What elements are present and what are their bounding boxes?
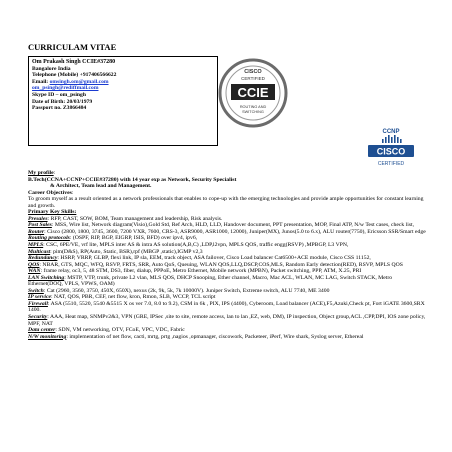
skill-text: : ASA (5510, 5520, 5540 &5515 X os ver 7.0, 8.0 to 9.2), CSM in 6k , PIX, IPS (4400), Cyberoom, Load balancer (ACE),F5,Azuki,Check pt, Fort iGATE 3600,SRX 1400. [28,300,425,314]
skill-text: : CSC, 6PE/VE, vrf lite, MPLS inter AS & intra AS solution(A,B,C) ,LDP,l2vpn, MPLS QOS, traffic engg(RSVP) ,MPBGP, L3 VPN, [43,242,349,249]
contact-box [28,56,218,146]
skill-label: MPLS [28,242,44,249]
skill-item [28,275,428,288]
ccie-logo-icon [218,56,288,130]
skill-label: Router [28,228,45,235]
skills-list [28,216,428,340]
profile-label: My profile [28,170,54,176]
document-title: CURRICULAM VITAE [28,42,117,52]
skill-label: Security [28,314,48,321]
phone: Telephone (Mobile) +917406566622 [32,72,117,79]
email-label: Email: [32,78,50,85]
skill-text: : (OSPF, RIP, BGP, EIGRP, ISIS, BFD) over ipv4, ipv6, [69,235,198,242]
resume-body [28,170,428,340]
skills-heading: Primary Key Skills: [28,209,77,216]
skill-label: Redundancy [28,255,58,262]
skill-label: Data center [28,327,56,334]
skill-label: QOS [28,261,40,268]
skill-item [28,301,428,314]
skill-item [28,334,428,341]
skill-label: IP service [28,294,52,301]
profile-section: My profile: [28,170,56,176]
ccie-sub-text: CERTIFIED [241,76,265,81]
skill-label: Post Sales [28,222,52,229]
date-of-birth: Date of Birth: 20/03/1979 [32,98,93,105]
skill-text: : NAT, QOS, PBR, CEF, net flow, kron, Rmon, SLB, WCCP, TCL script [51,294,216,301]
skill-label: WAN [28,268,41,275]
skill-text: : implementation of net flow, cacti, mrtg, prtg ,nagios ,opmanager, ciscowork, Packeteer, iPerf, Wire shark, Syslog server, Ethereal [66,333,364,340]
ccie-bottom-text-2: SWITCHING [242,110,264,114]
passport-number: Passport no. Z3866484 [32,105,87,112]
ccnp-sub-text: CERTIFIED [377,161,405,167]
skill-text: : NBAR, GTS, MQC, WFQ, RSVP, FRTS, SRR, Auto QoS, Queuing, WLAN QOS,LLQ,DSCP,COS,MLS, Random Early detection(RED), RSVP, MPLS QOS [39,261,403,268]
skill-label: Routing protocols [28,235,70,242]
candidate-name: Om Prakash Singh CCIE#37280 [32,59,116,65]
city: Bangalore India [32,65,71,72]
skill-text: : AAA, Heat map, SNMPv2&3, VPN (GRE, IPSec ,site to site, remote access, lan to lan ,EZ, web, DM), IP inspection, Object group,ACL ,CPP,DPI, IOS zone policy, MPF, NAT [28,314,426,327]
skill-label: Multicast [28,248,51,255]
email-link-2[interactable]: om_psingh@rediffmail.com [32,85,99,92]
skill-text: : SDN, VM networking, OTV, FCoE, VPC, VDC, Fabric [55,327,185,334]
ccnp-top-text: CCNP [382,129,400,135]
profile-summary: B.Tech(CCNA+CCNP+CCIE#37280) with 14 year exp as Network, Security Specialist [28,176,237,183]
skill-label: N/W monitoring [28,333,67,340]
objectives-section: Career Objectives: [28,189,74,196]
skill-text: : MSS, Wire list, Network diagram(Visio),Gold Std, Ref Arch, HLD, LLD, Handover document, PPT presentation, MOP, Final ATP, N/w Test cases, check list, [51,222,415,229]
skill-label: Firewall [28,300,48,307]
profile-summary-2: & Architect, Team lead and Management. [50,183,152,190]
ccie-bottom-text: ROUTING AND [239,105,267,109]
email-link[interactable]: omsingh.om@gmail.com [49,78,109,85]
skill-label: Presales [28,215,48,222]
skill-item [28,314,428,327]
skill-text: : Cisco (2800, 1800, 3745, 3600, 7200 VXR, 7600, CRS-3, ASR9000, ASR1000, 12000), Juniper(MX), Junos(5.0 to 6.x), ALU router(7750), Ericsson SSR/Smart edge [44,228,426,235]
skill-text: : RFP, CAST, SOW, BOM, Team management and leadership, Risk analysis. [47,215,223,222]
skill-text: : MSTP, VTP, trunk, private L2 vlan, MLS QOS, DHCP Snooping, Ether channel, Macro, Mac ACL, WLAN, MC LAG, Switch STACK, Metro Ethernet(DOQ, VPLS, VPWS, OAM) [28,274,393,288]
ccnp-main-text: CISCO [376,146,406,157]
skill-text: : HSRP, VRRP, GLBP, flexi link, IP sla, EEM, track object, ASA failover, Cisco Load balancer Cat6500+ACE module, Cisco CSS 11152, [57,255,371,262]
skill-text: : Cat (2960, 3560, 3750, 450X, 650X), nexus (2k, 9k, 5k, 7k 10000V). Juniper Switch, Extreme switch, ALU 7740, ME 3400 [43,287,330,294]
ccnp-logo-icon [362,126,420,170]
skill-text: : pim(D&S), RP(Auto, Static, BSR),rpf (MBGP ,static),IGMP v2,3 [50,248,203,255]
skype-id: Skype ID – om_psingh [32,91,86,98]
ccie-top-text: CISCO [244,69,262,75]
objectives-text: To groom myself as a result oriented as a network professionals that enables to cope-up with the emerging technologies and provide ample opportunities for constant learning and growth. [28,196,424,209]
skill-text: : frame relay, oc3, 5, 48 STM, DS3, fiber, dialup, PPPoE, Metro Ethernet, Mobile network (MPBN), Packet switching, PPP, ATM, X.25, PRI [40,268,362,275]
ccie-main-text: CCIE [237,85,269,100]
skill-label: LAN Switching [28,274,65,281]
email-line [32,79,214,86]
skill-label: Switch [28,287,44,294]
objectives-label: Career Objectives [28,189,72,196]
